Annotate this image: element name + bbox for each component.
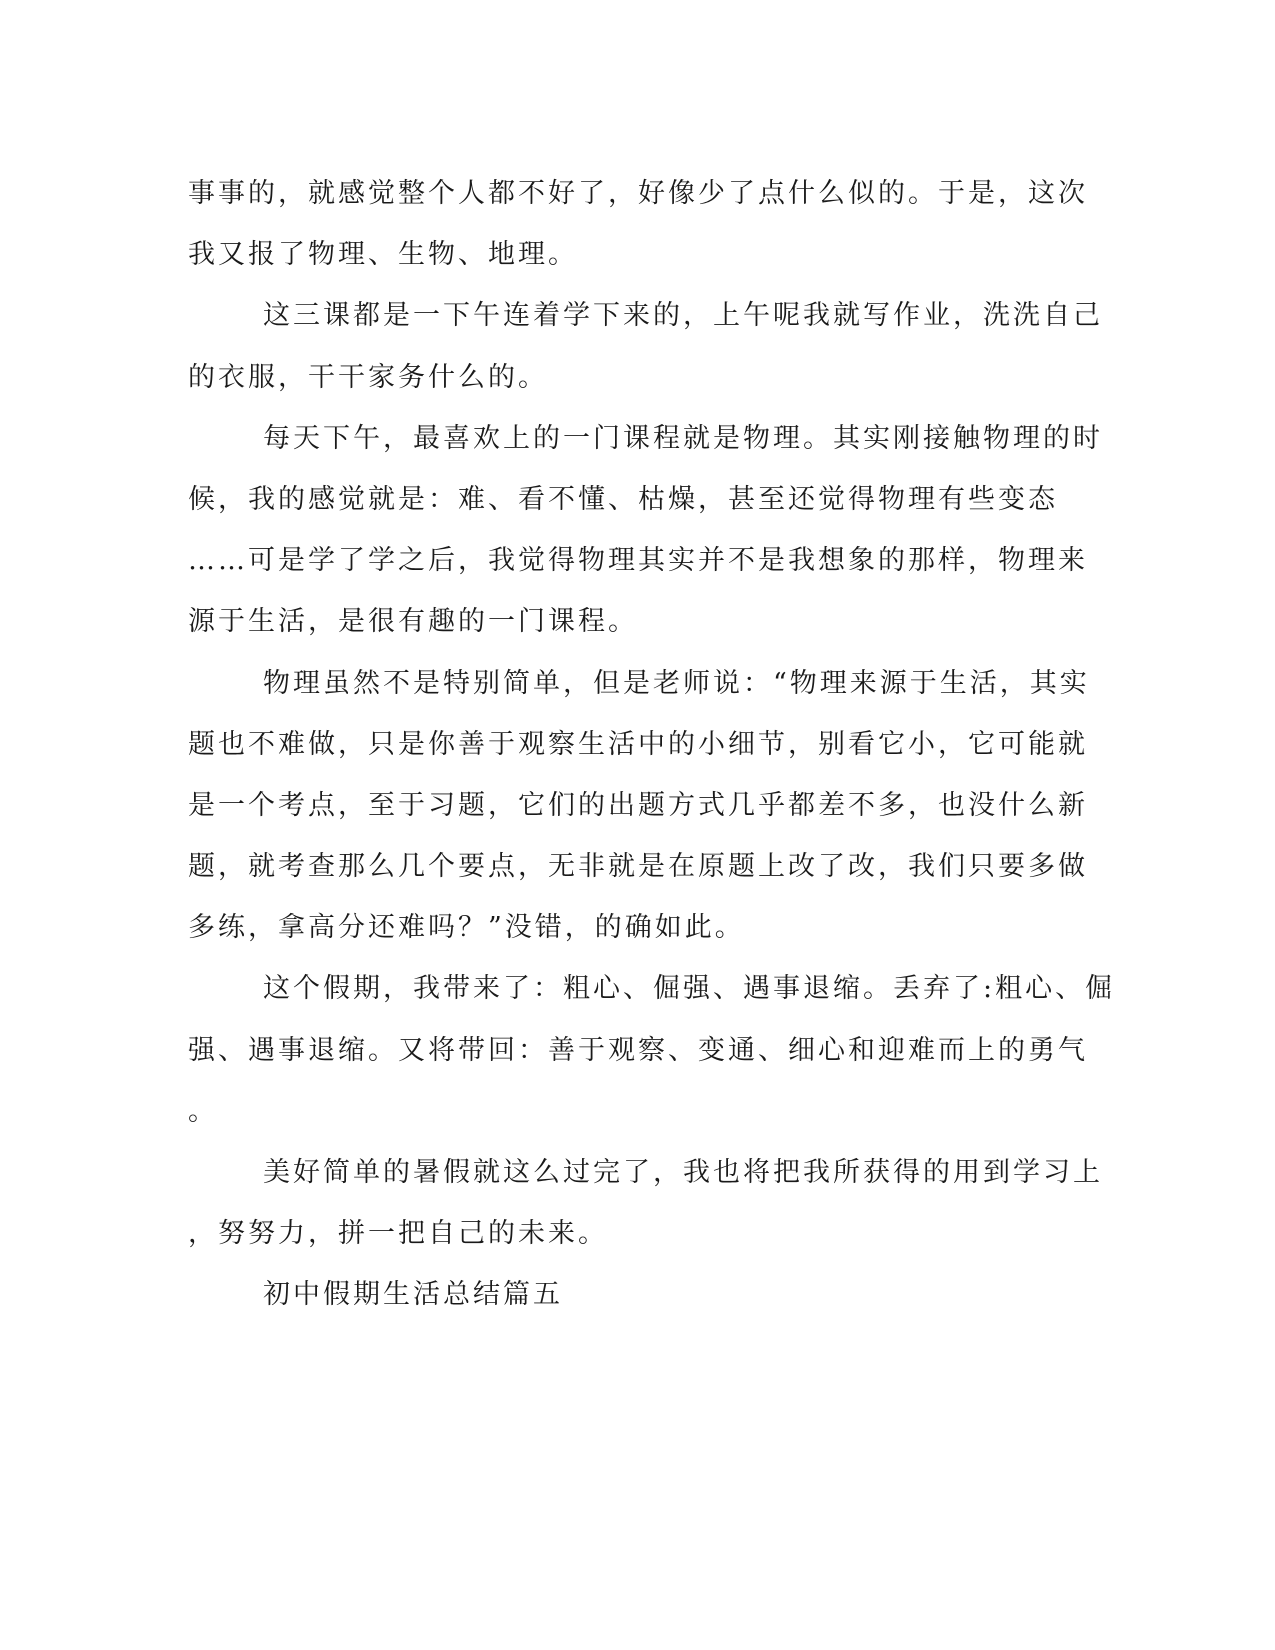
- text-line: 是一个考点，至于习题，它们的出题方式几乎都差不多，也没什么新: [188, 789, 1088, 821]
- body-text: [188, 163, 1116, 1326]
- text-line: 强、遇事退缩。又将带回：善于观察、变通、细心和迎难而上的勇气: [188, 1034, 1088, 1066]
- text-line: 题，就考查那么几个要点，无非就是在原题上改了改，我们只要多做: [188, 851, 1088, 883]
- text-line: 候，我的感觉就是：难、看不懂、枯燥，甚至还觉得物理有些变态: [188, 483, 1058, 515]
- text-line: ，努努力，拼一把自己的未来。: [188, 1218, 608, 1250]
- text-line: 。: [188, 1095, 218, 1127]
- text-line: 我又报了物理、生物、地理。: [188, 239, 578, 271]
- section-heading: 初中假期生活总结篇五: [263, 1279, 563, 1311]
- paragraph-start-line: 美好简单的暑假就这么过完了，我也将把我所获得的用到学习上: [263, 1157, 1103, 1188]
- text-line: 题也不难做，只是你善于观察生活中的小细节，别看它小，它可能就: [188, 728, 1088, 760]
- text-line: 的衣服，干干家务什么的。: [188, 361, 548, 393]
- paragraph-start-line: 这三课都是一下午连着学下来的，上午呢我就写作业，洗洗自己: [263, 300, 1103, 332]
- text-line: 多练，拿高分还难吗？”没错，的确如此。: [188, 912, 745, 944]
- text-line: 事事的，就感觉整个人都不好了，好像少了点什么似的。于是，这次: [188, 178, 1088, 209]
- paragraph-start-line: 每天下午，最喜欢上的一门课程就是物理。其实刚接触物理的时: [263, 422, 1103, 454]
- paragraph-start-line: 物理虽然不是特别简单，但是老师说：“物理来源于生活，其实: [263, 667, 1090, 699]
- text-line: ……可是学了学之后，我觉得物理其实并不是我想象的那样，物理来: [188, 545, 1088, 577]
- text-line: 源于生活，是很有趣的一门课程。: [188, 606, 638, 638]
- paragraph-start-line: 这个假期，我带来了：粗心、倔强、遇事退缩。丢弃了:粗心、倔: [263, 973, 1116, 1005]
